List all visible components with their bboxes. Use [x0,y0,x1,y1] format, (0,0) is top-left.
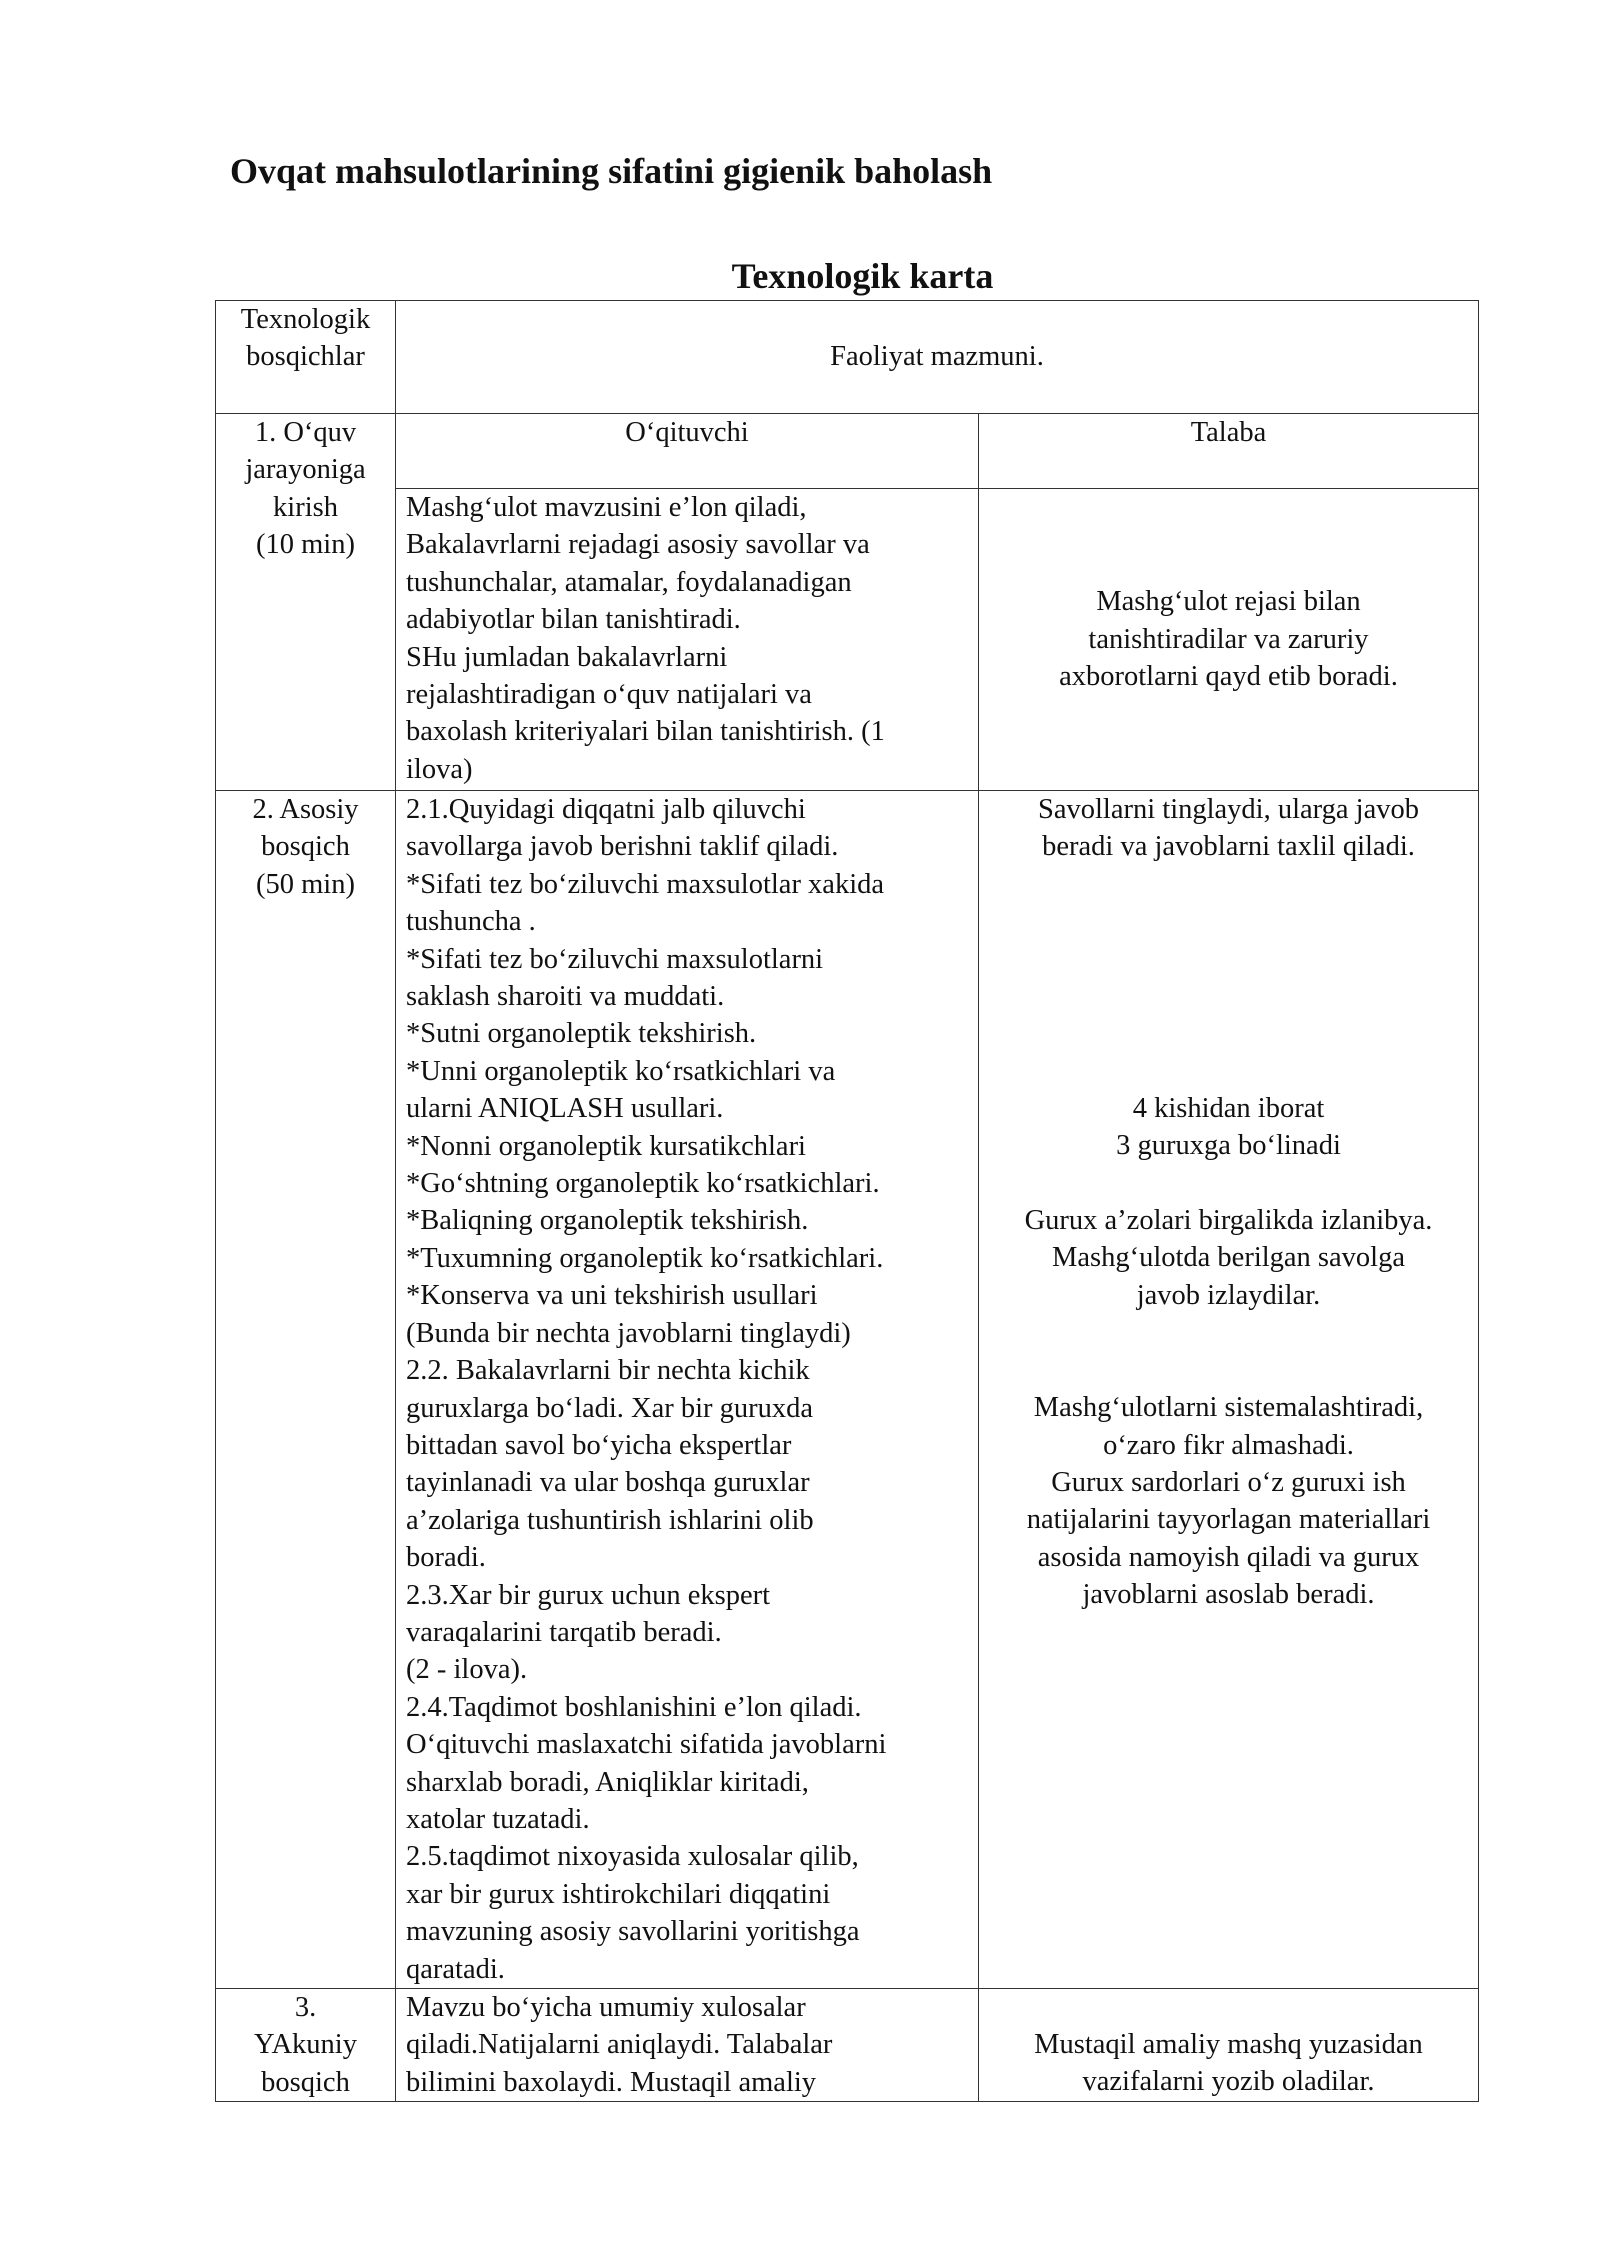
table-header-row [216,301,1479,414]
table-subheader-row [216,414,1479,489]
stage-2-label: 2. Asosiy bosqich (50 min) [252,794,359,900]
stage-2-student-text-a: Savollarni tinglaydi, ularga javob beradi va javoblarni taxlil qiladi. [1038,794,1419,863]
header-teacher-cell [396,414,979,489]
stage-1-teacher-text: Mashg‘ulot mavzusini e’lon qiladi, Bakalavrlarni rejadagi asosiy savollar va tushunchalar, atamalar, foydalanadigan adabiyotlar bilan tanishtiradi. SHu jumladan bakalavrlarni rejalashtiradigan o‘quv natijalari va baxolash kriteriyalari bilan tanishtirish. (1 ilova) [406,492,885,785]
stage-3-student-cell [979,1989,1479,2102]
stage-3-teacher-text: Mavzu bo‘yicha umumiy xulosalar qiladi.Natijalarni aniqlaydi. Talabalar bilimini baxolaydi. Mustaqil amaliy [406,1992,833,2098]
stage-1-label: 1. O‘quv jarayoniga kirish (10 min) [245,417,366,561]
stage-2-teacher-cell [396,791,979,1989]
stage-2-student-text-c: Gurux a’zolari birgalikda izlanibya. Mashg‘ulotda berilgan savolga javob izlaydilar. [1024,1205,1433,1311]
table-row [216,1989,1479,2102]
stage-3-cell [216,1989,396,2102]
stage-2-student-cell [979,791,1479,1989]
header-stages-cell [216,301,396,414]
table-row [216,489,1479,791]
header-student-cell [979,414,1479,489]
stage-2-student-text-d: Mashg‘ulotlarni sistemalashtiradi, o‘zaro fikr almashadi. Gurux sardorlari o‘z guruxi ish natijalarini tayyorlagan materiallari asosida namoyish qiladi va gurux javoblarni asoslab beradi. [1026,1392,1431,1611]
page-title: Ovqat mahsulotlarining sifatini gigienik baholash [230,151,993,191]
stage-1-cell [216,414,396,791]
stage-3-label: 3. YAkuniy bosqich [254,1992,357,2098]
stage-3-teacher-cell [396,1989,979,2102]
header-activity: Faoliyat mazmuni. [830,341,1044,373]
header-stages: Texnologik bosqichlar [240,304,371,373]
stage-2-teacher-text: 2.1.Quyidagi diqqatni jalb qiluvchi savollarga javob berishni taklif qiladi. *Sifati tez bo‘ziluvchi maxsulotlar xakida tushuncha . *Sifati tez bo‘ziluvchi maxsulotlarni saklash sharoiti va muddati. *Sutni organoleptik tekshirish. *Unni organoleptik ko‘rsatkichlari va ularni ANIQLASH usullari. *Nonni organoleptik kursatikchlari *Go‘shtning organoleptik ko‘rsatkichlari. *Baliqning organoleptik tekshirish. *Tuxumning organoleptik ko‘rsatkichlari. *Konserva va uni tekshirish usullari (Bunda bir nechta javoblarni tinglaydi) 2.2. Bakalavrlarni bir nechta kichik guruxlarga bo‘ladi. Xar bir guruxda bittadan savol bo‘yicha ekspertlar tayinlanadi va ular boshqa guruxlar a’zolariga tushuntirish ishlarini olib boradi. 2.3.Xar bir gurux uchun ekspert varaqalarini tarqatib beradi. (2 - ilova). 2.4.Taqdimot boshlanishini e’lon qiladi. O‘qituvchi maslaxatchi sifatida javoblarni sharxlab boradi, Aniqliklar kiritadi, xatolar tuzatadi. 2.5.taqdimot nixoyasida xulosalar qilib, xar bir gurux ishtirokchilari diqqatini mavzuning asosiy savollarini yoritishga qaratadi. [406,794,887,1985]
stage-2-student-text-b: 4 kishidan iborat 3 guruxga bo‘linadi [1116,1092,1341,1162]
table-row [216,791,1479,1989]
stage-1-teacher-cell [396,489,979,791]
header-activity-cell [396,301,1479,414]
header-student: Talaba [1190,417,1267,448]
stage-2-cell [216,791,396,1989]
technology-map-table [215,300,1479,2102]
table-title: Texnologik karta [731,256,994,296]
header-teacher: O‘qituvchi [625,417,749,448]
stage-1-student-cell [979,489,1479,791]
stage-3-student-text: Mustaqil amaliy mashq yuzasidan vazifalarni yozib oladilar. [1034,2029,1423,2098]
stage-1-student-text: Mashg‘ulot rejasi bilan tanishtiradilar va zaruriy axborotlarni qayd etib boradi. [1059,586,1398,693]
